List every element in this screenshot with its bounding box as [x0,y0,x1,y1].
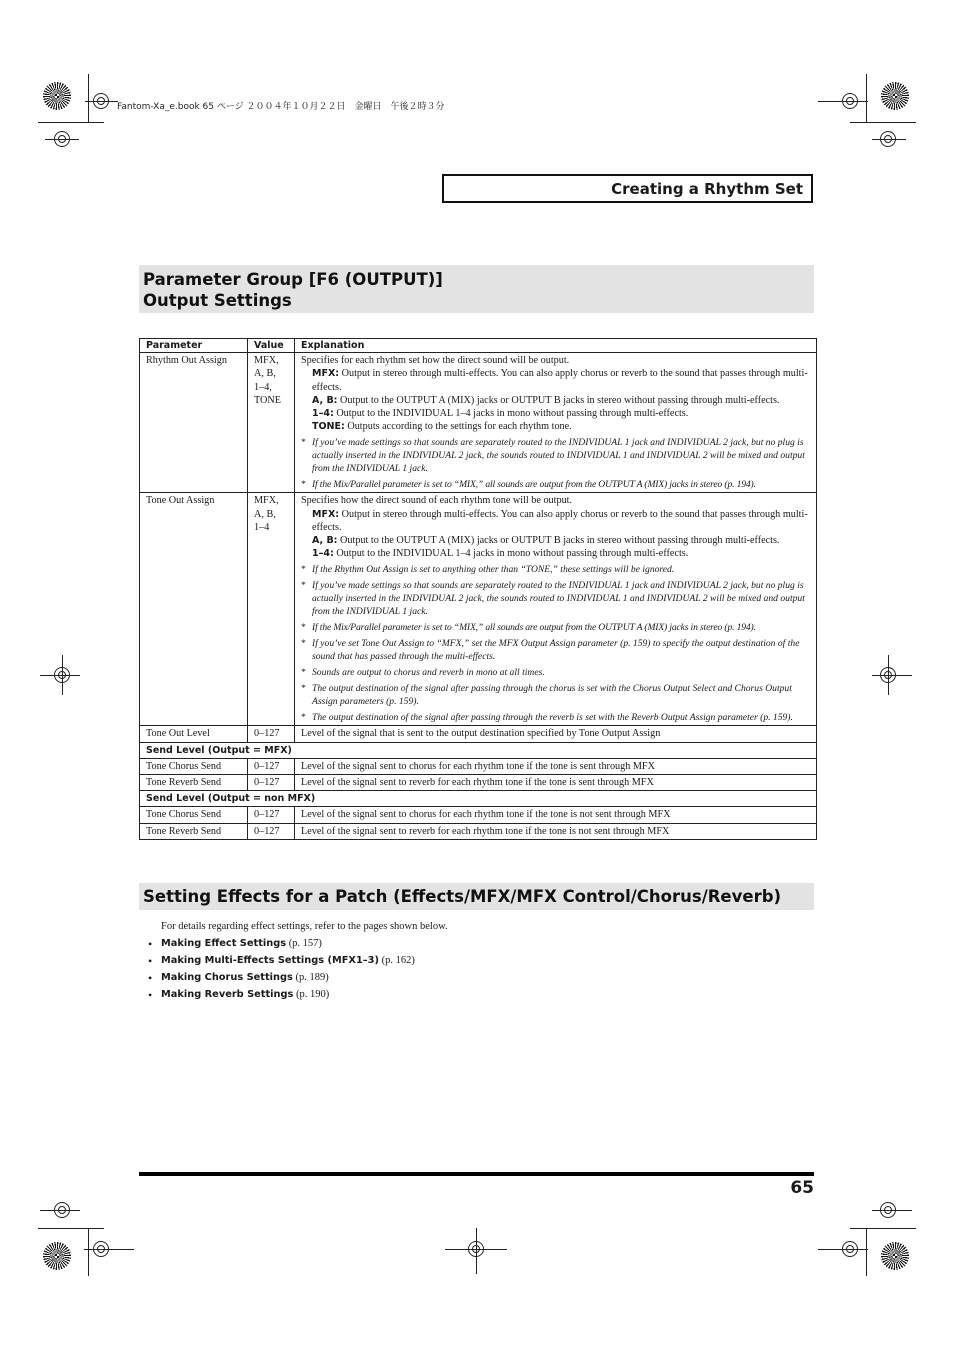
column-header-parameter: Parameter [140,339,248,353]
note: * If you’ve made settings so that sounds are separately routed to the INDIVIDUAL 1 jack and INDIVIDUAL 2 jack, but no plug is actually inserted in the INDIVIDUAL 2 jack, the sounds routed to INDIVIDUAL 1 and INDIVIDUAL 2 will be mixed and output from the INDIVIDUAL 1 jack. [301,436,810,475]
page-ref: (p. 162) [378,955,415,966]
registration-star-icon [43,82,71,110]
note: * If the Mix/Parallel parameter is set to “MIX,” all sounds are output from the OUTPUT A (MIX) jacks in stereo (p. 194). [301,621,810,634]
value-item: MFX, [254,355,279,367]
param-name: Tone Reverb Send [140,775,248,791]
option-text: Output in stereo through multi-effects. You can also apply chorus or reverb to the sound that passes through multi-effects. [312,368,808,393]
page-ref: (p. 157) [286,938,322,949]
list-item [148,937,415,954]
option-text: Output in stereo through multi-effects. You can also apply chorus or reverb to the sound that passes through multi-effects. [312,508,808,533]
param-values [248,353,295,493]
effects-reference-list [148,937,415,1005]
option-item [301,367,810,393]
note: * If you’ve made settings so that sounds are separately routed to the INDIVIDUAL 1 jack and INDIVIDUAL 2 jack, but no plug is actually inserted in the INDIVIDUAL 2 jack, the sounds routed to INDIVIDUAL 1 and INDIVIDUAL 2 will be mixed and output from the INDIVIDUAL 1 jack. [301,579,810,618]
value-item: 1–4 [254,521,270,533]
column-header-explanation: Explanation [295,339,817,353]
table-row [140,823,817,839]
table-row-tone-out-assign [140,493,817,726]
option-text: Output to the INDIVIDUAL 1–4 jacks in mono without passing through multi-effects. [333,408,689,420]
param-name: Tone Reverb Send [140,823,248,839]
value-item: MFX, [254,495,279,507]
param-value: 0–127 [248,726,295,742]
section-heading-output [139,265,814,313]
list-item [148,988,415,1005]
param-name: Tone Out Level [140,726,248,742]
table-row [140,758,817,774]
table-subheader-row [140,742,817,758]
param-name: Tone Chorus Send [140,758,248,774]
note: * The output destination of the signal after passing through the chorus is set with the Chorus Output Select and Chorus Output Assign parameters (p. 159). [301,682,810,708]
param-value: 0–127 [248,807,295,823]
param-value: 0–127 [248,758,295,774]
registration-star-icon [43,1242,71,1270]
table-subheader-row [140,791,817,807]
option-text: Output to the OUTPUT A (MIX) jacks or OUTPUT B jacks in stereo without passing through multi-effects. [337,394,780,406]
param-name: Tone Chorus Send [140,807,248,823]
effects-intro: For details regarding effect settings, refer to the pages shown below. [161,921,448,932]
param-explanation: Level of the signal sent to chorus for each rhythm tone if the tone is not sent through MFX [295,807,817,823]
list-item [148,971,415,988]
column-header-value: Value [248,339,295,353]
note: * If you’ve set Tone Out Assign to “MFX,” set the MFX Output Assign parameter (p. 159) to specify the output destination of the sound that has passed through the multi-effects. [301,637,810,663]
param-explanation: Level of the signal that is sent to the output destination specified by Tone Output Assign [295,726,817,742]
option-key: 1–4: [312,548,334,560]
explanation-intro: Specifies for each rhythm set how the direct sound will be output. [301,355,570,367]
param-explanation [295,353,817,493]
option-item [301,407,810,420]
option-text: Output to the INDIVIDUAL 1–4 jacks in mono without passing through multi-effects. [333,548,689,560]
heading-line-1: Parameter Group [F6 (OUTPUT)] [143,270,443,289]
note: * If the Rhythm Out Assign is set to anything other than “TONE,” these settings will be ignored. [301,563,810,576]
param-explanation: Level of the signal sent to reverb for each rhythm tone if the tone is not sent through MFX [295,823,817,839]
page-ref: (p. 189) [292,972,329,983]
option-key: MFX: [312,508,340,520]
option-item [301,508,810,534]
registration-star-icon [881,1242,909,1270]
section-heading-effects: Setting Effects for a Patch (Effects/MFX/MFX Control/Chorus/Reverb) [139,883,814,910]
param-value: 0–127 [248,823,295,839]
footer-rule [139,1172,814,1176]
option-item [301,394,810,407]
table-header-row [140,339,817,353]
note: * The output destination of the signal after passing through the reverb is set with the Reverb Output Assign parameter (p. 159). [301,711,810,724]
page-ref: (p. 190) [293,989,330,1000]
table-row-tone-out-level [140,726,817,742]
option-text: Output to the OUTPUT A (MIX) jacks or OUTPUT B jacks in stereo without passing through multi-effects. [337,535,780,547]
table-row [140,807,817,823]
table-row-rhythm-out-assign [140,353,817,493]
section-title-tab [442,174,813,203]
reference-link[interactable]: Making Reverb Settings [161,989,294,1000]
reference-link[interactable]: Making Effect Settings [161,938,287,949]
option-item [301,420,810,433]
note: * Sounds are output to chorus and reverb in mono at all times. [301,666,810,679]
reference-link[interactable]: Making Chorus Settings [161,972,293,983]
section-title: Creating a Rhythm Set [611,179,803,198]
parameter-table [139,338,817,840]
param-name: Tone Out Assign [140,493,248,726]
reference-link[interactable]: Making Multi-Effects Settings (MFX1–3) [161,955,379,966]
param-explanation: Level of the signal sent to chorus for each rhythm tone if the tone is sent through MFX [295,758,817,774]
list-item [148,954,415,971]
param-values [248,493,295,726]
subheader-send-non-mfx: Send Level (Output = non MFX) [140,791,817,807]
heading-line-2: Output Settings [143,291,292,310]
table-row [140,775,817,791]
value-item: A, B, [254,368,276,380]
param-value: 0–127 [248,775,295,791]
option-text: Outputs according to the settings for each rhythm tone. [344,421,572,433]
option-key: 1–4: [312,408,334,420]
subheader-send-mfx: Send Level (Output = MFX) [140,742,817,758]
option-key: A, B: [312,535,338,547]
option-key: MFX: [312,368,340,380]
page-number: 65 [790,1178,814,1198]
param-explanation: Level of the signal sent to reverb for each rhythm tone if the tone is sent through MFX [295,775,817,791]
param-name: Rhythm Out Assign [140,353,248,493]
registration-star-icon [881,82,909,110]
option-item [301,547,810,560]
file-info: Fantom-Xa_e.book 65 ページ ２００４年１０月２２日 金曜日 午後２時３分 [117,102,445,112]
value-item: TONE [254,394,281,406]
value-item: 1–4, [254,381,272,393]
value-item: A, B, [254,508,276,520]
option-key: TONE: [312,421,345,433]
note: * If the Mix/Parallel parameter is set to “MIX,” all sounds are output from the OUTPUT A (MIX) jacks in stereo (p. 194). [301,478,810,491]
param-explanation [295,493,817,726]
option-key: A, B: [312,394,338,406]
explanation-intro: Specifies how the direct sound of each rhythm tone will be output. [301,495,573,507]
option-item [301,534,810,547]
